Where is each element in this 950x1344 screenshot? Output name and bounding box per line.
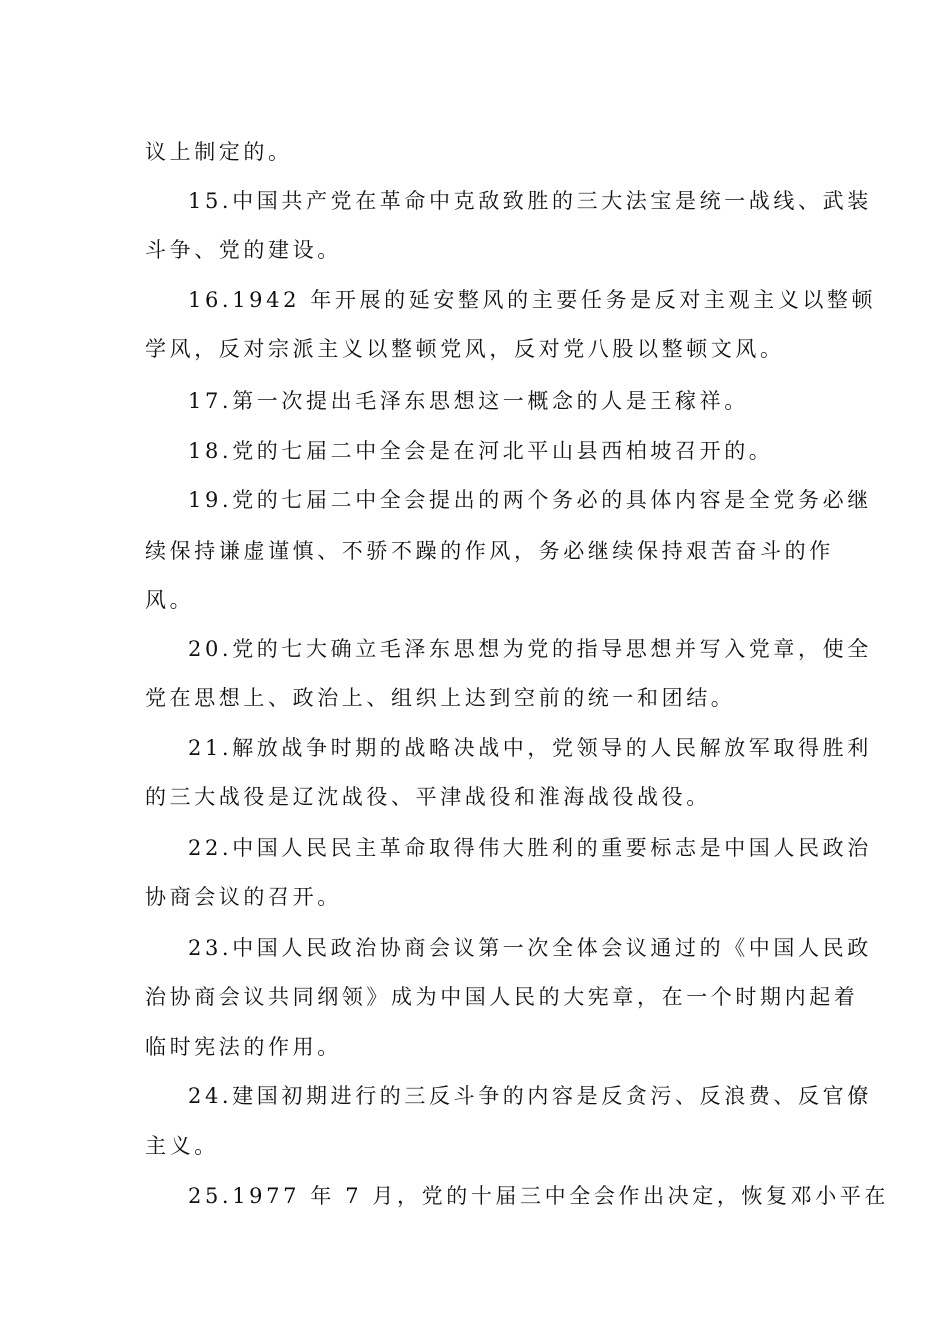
text-line: 续保持谦虚谨慎、不骄不躁的作风，务必继续保持艰苦奋斗的作: [145, 539, 834, 563]
text-line: 17.第一次提出毛泽东思想这一概念的人是王稼祥。: [188, 389, 749, 413]
text-line: 16.1942 年开展的延安整风的主要任务是反对主观主义以整顿: [188, 288, 877, 312]
text-line: 议上制定的。: [145, 140, 293, 164]
text-line: 18.党的七届二中全会是在河北平山县西柏坡召开的。: [188, 439, 774, 463]
text-line: 19.党的七届二中全会提出的两个务必的具体内容是全党务必继: [188, 488, 872, 512]
text-line: 23.中国人民政治协商会议第一次全体会议通过的《中国人民政: [188, 936, 872, 960]
text-line: 协商会议的召开。: [145, 885, 342, 909]
text-line: 24.建国初期进行的三反斗争的内容是反贪污、反浪费、反官僚: [188, 1084, 872, 1108]
text-line: 斗争、党的建设。: [145, 238, 342, 262]
text-line: 主义。: [145, 1134, 219, 1158]
text-line: 学风，反对宗派主义以整顿党风，反对党八股以整顿文风。: [145, 337, 785, 361]
text-line: 的三大战役是辽沈战役、平津战役和淮海战役战役。: [145, 785, 711, 809]
text-line: 22.中国人民民主革命取得伟大胜利的重要标志是中国人民政治: [188, 836, 872, 860]
text-line: 治协商会议共同纲领》成为中国人民的大宪章，在一个时期内起着: [145, 985, 859, 1009]
text-line: 风。: [145, 588, 195, 612]
text-line: 15.中国共产党在革命中克敌致胜的三大法宝是统一战线、武装: [188, 189, 872, 213]
text-line: 20.党的七大确立毛泽东思想为党的指导思想并写入党章，使全: [188, 637, 872, 661]
text-line: 21.解放战争时期的战略决战中，党领导的人民解放军取得胜利: [188, 736, 872, 760]
text-line: 党在思想上、政治上、组织上达到空前的统一和团结。: [145, 686, 736, 710]
text-line: 25.1977 年 7 月，党的十届三中全会作出决定，恢复邓小平在: [188, 1184, 890, 1208]
text-line: 临时宪法的作用。: [145, 1035, 342, 1059]
